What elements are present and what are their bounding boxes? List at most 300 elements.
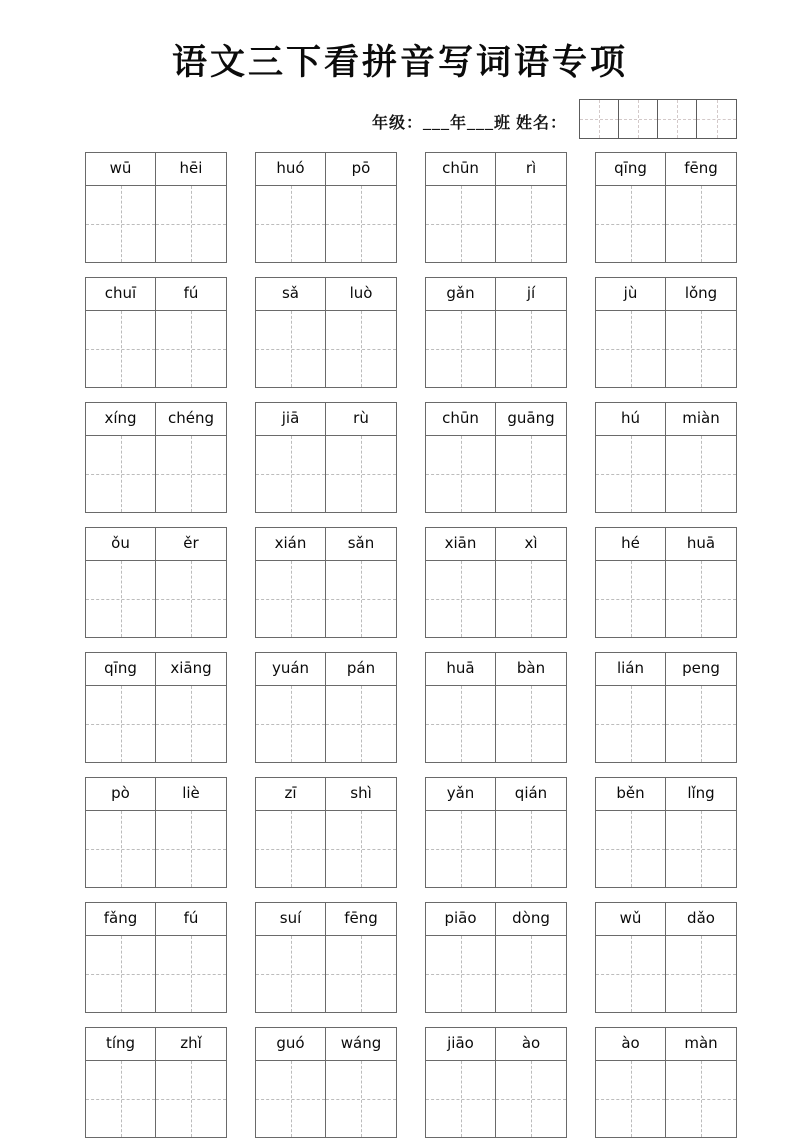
character-writing-cell[interactable] xyxy=(256,436,326,512)
cell-vertical-guide-icon xyxy=(531,186,532,262)
pinyin-row xyxy=(86,153,226,186)
word-group[interactable] xyxy=(255,402,397,513)
character-writing-cell[interactable] xyxy=(326,186,396,262)
character-writing-cell[interactable] xyxy=(666,311,736,387)
writing-row xyxy=(256,811,396,887)
character-writing-cell[interactable] xyxy=(86,436,156,512)
cell-vertical-guide-icon xyxy=(291,686,292,762)
cell-vertical-guide-icon xyxy=(121,936,122,1012)
character-writing-cell[interactable] xyxy=(86,686,156,762)
word-group[interactable] xyxy=(85,527,227,638)
character-writing-cell[interactable] xyxy=(256,686,326,762)
word-group[interactable] xyxy=(85,652,227,763)
word-group[interactable] xyxy=(425,902,567,1013)
writing-row xyxy=(256,186,396,262)
cell-vertical-guide-icon xyxy=(638,100,639,138)
writing-row xyxy=(596,561,736,637)
cell-vertical-guide-icon xyxy=(191,436,192,512)
cell-vertical-guide-icon xyxy=(461,686,462,762)
word-group[interactable] xyxy=(595,652,737,763)
worksheet-row xyxy=(85,902,737,1013)
pinyin-cell: xián xyxy=(256,528,326,560)
character-writing-cell[interactable] xyxy=(426,436,496,512)
writing-row xyxy=(86,1061,226,1137)
character-writing-cell[interactable] xyxy=(156,1061,226,1137)
character-writing-cell[interactable] xyxy=(256,561,326,637)
pinyin-cell: qīng xyxy=(86,653,156,685)
character-writing-cell[interactable] xyxy=(326,936,396,1012)
pinyin-cell: wǔ xyxy=(596,903,666,935)
grade-name-label: 年级：___年___班 姓名： xyxy=(371,114,567,132)
cell-vertical-guide-icon xyxy=(121,186,122,262)
character-writing-cell[interactable] xyxy=(86,936,156,1012)
word-group[interactable] xyxy=(255,902,397,1013)
cell-horizontal-guide-icon xyxy=(326,349,396,350)
writing-row xyxy=(86,311,226,387)
pinyin-cell: qián xyxy=(514,784,548,802)
word-group[interactable] xyxy=(425,402,567,513)
pinyin-cell: chéng xyxy=(167,409,214,427)
pinyin-cell: fēng xyxy=(344,909,378,927)
cell-vertical-guide-icon xyxy=(291,186,292,262)
worksheet-row xyxy=(85,402,737,513)
character-writing-cell[interactable] xyxy=(426,186,496,262)
cell-vertical-guide-icon xyxy=(531,936,532,1012)
character-writing-cell[interactable] xyxy=(596,561,666,637)
cell-horizontal-guide-icon xyxy=(326,724,396,725)
cell-horizontal-guide-icon xyxy=(156,599,226,600)
cell-horizontal-guide-icon xyxy=(326,599,396,600)
pinyin-cell: jiāo xyxy=(426,1028,496,1060)
cell-horizontal-guide-icon xyxy=(580,119,618,120)
pinyin-cell: chūn xyxy=(426,403,496,435)
name-grid-cell[interactable] xyxy=(697,100,736,138)
character-writing-cell[interactable] xyxy=(596,811,666,887)
cell-horizontal-guide-icon xyxy=(256,849,325,850)
writing-row xyxy=(596,936,736,1012)
cell-vertical-guide-icon xyxy=(361,561,362,637)
word-group[interactable] xyxy=(595,777,737,888)
cell-vertical-guide-icon xyxy=(531,811,532,887)
pinyin-cell: xíng xyxy=(86,403,156,435)
cell-vertical-guide-icon xyxy=(461,811,462,887)
character-writing-cell[interactable] xyxy=(86,186,156,262)
cell-vertical-guide-icon xyxy=(677,100,678,138)
worksheet-row xyxy=(85,277,737,388)
word-group[interactable] xyxy=(255,277,397,388)
pinyin-cell: liè xyxy=(182,784,200,802)
character-writing-cell[interactable] xyxy=(496,686,566,762)
word-group[interactable] xyxy=(425,777,567,888)
cell-vertical-guide-icon xyxy=(361,311,362,387)
cell-horizontal-guide-icon xyxy=(496,724,566,725)
cell-horizontal-guide-icon xyxy=(426,474,495,475)
cell-horizontal-guide-icon xyxy=(156,474,226,475)
word-group[interactable] xyxy=(85,777,227,888)
word-group[interactable] xyxy=(85,1027,227,1138)
cell-horizontal-guide-icon xyxy=(256,224,325,225)
character-writing-cell[interactable] xyxy=(426,811,496,887)
word-group[interactable] xyxy=(425,1027,567,1138)
cell-horizontal-guide-icon xyxy=(86,974,155,975)
cell-horizontal-guide-icon xyxy=(666,974,736,975)
cell-vertical-guide-icon xyxy=(631,186,632,262)
cell-horizontal-guide-icon xyxy=(596,974,665,975)
pinyin-row xyxy=(426,278,566,311)
word-group[interactable] xyxy=(425,277,567,388)
character-writing-cell[interactable] xyxy=(156,311,226,387)
cell-horizontal-guide-icon xyxy=(666,349,736,350)
character-writing-cell[interactable] xyxy=(156,936,226,1012)
pinyin-row xyxy=(86,278,226,311)
cell-horizontal-guide-icon xyxy=(619,119,657,120)
cell-horizontal-guide-icon xyxy=(156,724,226,725)
pinyin-row xyxy=(426,653,566,686)
cell-vertical-guide-icon xyxy=(191,186,192,262)
character-writing-cell[interactable] xyxy=(496,311,566,387)
cell-horizontal-guide-icon xyxy=(86,849,155,850)
pinyin-cell: zī xyxy=(256,778,326,810)
pinyin-row xyxy=(596,903,736,936)
cell-horizontal-guide-icon xyxy=(426,599,495,600)
writing-row xyxy=(426,686,566,762)
cell-horizontal-guide-icon xyxy=(596,724,665,725)
pinyin-cell: gǎn xyxy=(426,278,496,310)
student-info-row xyxy=(0,97,800,139)
character-writing-cell[interactable] xyxy=(256,811,326,887)
character-writing-cell[interactable] xyxy=(326,686,396,762)
word-group[interactable] xyxy=(255,777,397,888)
word-group[interactable] xyxy=(425,527,567,638)
character-writing-cell[interactable] xyxy=(326,1061,396,1137)
character-writing-cell[interactable] xyxy=(86,311,156,387)
cell-vertical-guide-icon xyxy=(361,686,362,762)
cell-vertical-guide-icon xyxy=(191,561,192,637)
cell-horizontal-guide-icon xyxy=(666,224,736,225)
cell-vertical-guide-icon xyxy=(461,936,462,1012)
cell-horizontal-guide-icon xyxy=(496,849,566,850)
pinyin-row xyxy=(86,403,226,436)
word-group[interactable] xyxy=(595,277,737,388)
pinyin-cell: xì xyxy=(524,534,538,552)
character-writing-cell[interactable] xyxy=(156,186,226,262)
cell-horizontal-guide-icon xyxy=(596,224,665,225)
pinyin-row xyxy=(596,153,736,186)
worksheet-row xyxy=(85,652,737,763)
pinyin-cell: jí xyxy=(526,284,536,302)
pinyin-row xyxy=(596,1028,736,1061)
writing-row xyxy=(596,811,736,887)
cell-horizontal-guide-icon xyxy=(86,349,155,350)
pinyin-cell: luò xyxy=(349,284,373,302)
writing-row xyxy=(596,436,736,512)
cell-vertical-guide-icon xyxy=(631,811,632,887)
cell-horizontal-guide-icon xyxy=(596,1099,665,1100)
character-writing-cell[interactable] xyxy=(426,311,496,387)
pinyin-cell: fú xyxy=(183,909,199,927)
pinyin-row xyxy=(596,778,736,811)
character-writing-cell[interactable] xyxy=(156,811,226,887)
worksheet-header xyxy=(0,0,800,139)
pinyin-cell: hé xyxy=(596,528,666,560)
cell-horizontal-guide-icon xyxy=(256,599,325,600)
cell-horizontal-guide-icon xyxy=(326,849,396,850)
word-group[interactable] xyxy=(85,152,227,263)
writing-row xyxy=(426,1061,566,1137)
writing-row xyxy=(426,811,566,887)
cell-vertical-guide-icon xyxy=(291,311,292,387)
cell-horizontal-guide-icon xyxy=(156,974,226,975)
cell-horizontal-guide-icon xyxy=(596,849,665,850)
word-group[interactable] xyxy=(595,152,737,263)
writing-row xyxy=(256,311,396,387)
character-writing-cell[interactable] xyxy=(156,436,226,512)
character-writing-cell[interactable] xyxy=(426,936,496,1012)
word-group[interactable] xyxy=(595,402,737,513)
cell-vertical-guide-icon xyxy=(531,436,532,512)
pinyin-cell: sǎ xyxy=(256,278,326,310)
pinyin-row xyxy=(256,903,396,936)
cell-vertical-guide-icon xyxy=(191,811,192,887)
writing-row xyxy=(426,436,566,512)
pinyin-cell: pō xyxy=(351,159,371,177)
cell-horizontal-guide-icon xyxy=(326,974,396,975)
character-writing-cell[interactable] xyxy=(496,561,566,637)
character-writing-cell[interactable] xyxy=(326,311,396,387)
writing-row xyxy=(86,686,226,762)
word-group[interactable] xyxy=(595,1027,737,1138)
pinyin-cell: běn xyxy=(596,778,666,810)
cell-vertical-guide-icon xyxy=(191,936,192,1012)
cell-horizontal-guide-icon xyxy=(426,974,495,975)
pinyin-cell: huā xyxy=(426,653,496,685)
cell-vertical-guide-icon xyxy=(701,1061,702,1137)
cell-horizontal-guide-icon xyxy=(666,474,736,475)
character-writing-cell[interactable] xyxy=(496,186,566,262)
word-group[interactable] xyxy=(85,402,227,513)
character-writing-cell[interactable] xyxy=(496,811,566,887)
character-writing-cell[interactable] xyxy=(596,436,666,512)
word-group[interactable] xyxy=(255,152,397,263)
cell-horizontal-guide-icon xyxy=(256,974,325,975)
cell-horizontal-guide-icon xyxy=(666,599,736,600)
cell-horizontal-guide-icon xyxy=(426,349,495,350)
pinyin-row xyxy=(256,1028,396,1061)
pinyin-row xyxy=(426,903,566,936)
cell-vertical-guide-icon xyxy=(631,436,632,512)
character-writing-cell[interactable] xyxy=(156,561,226,637)
word-group[interactable] xyxy=(595,902,737,1013)
worksheet-row xyxy=(85,1027,737,1138)
pinyin-row xyxy=(256,778,396,811)
pinyin-row xyxy=(86,1028,226,1061)
character-writing-cell[interactable] xyxy=(596,1061,666,1137)
cell-horizontal-guide-icon xyxy=(156,849,226,850)
pinyin-cell: rù xyxy=(353,409,369,427)
pinyin-cell: jù xyxy=(596,278,666,310)
character-writing-cell[interactable] xyxy=(326,811,396,887)
character-writing-cell[interactable] xyxy=(496,1061,566,1137)
pinyin-cell: huā xyxy=(686,534,716,552)
cell-vertical-guide-icon xyxy=(191,686,192,762)
cell-horizontal-guide-icon xyxy=(666,1099,736,1100)
pinyin-row xyxy=(256,278,396,311)
pinyin-cell: yuán xyxy=(256,653,326,685)
character-writing-cell[interactable] xyxy=(426,561,496,637)
cell-horizontal-guide-icon xyxy=(496,349,566,350)
pinyin-cell: ào xyxy=(521,1034,541,1052)
cell-horizontal-guide-icon xyxy=(86,224,155,225)
writing-row xyxy=(86,936,226,1012)
pinyin-cell: xiāng xyxy=(170,659,212,677)
cell-vertical-guide-icon xyxy=(361,436,362,512)
word-group[interactable] xyxy=(85,902,227,1013)
character-writing-cell[interactable] xyxy=(256,1061,326,1137)
pinyin-cell: xiān xyxy=(426,528,496,560)
cell-vertical-guide-icon xyxy=(701,436,702,512)
cell-vertical-guide-icon xyxy=(291,1061,292,1137)
cell-vertical-guide-icon xyxy=(701,936,702,1012)
character-writing-cell[interactable] xyxy=(256,936,326,1012)
pinyin-cell: peng xyxy=(682,659,720,677)
cell-vertical-guide-icon xyxy=(631,311,632,387)
pinyin-row xyxy=(426,778,566,811)
cell-vertical-guide-icon xyxy=(461,311,462,387)
pinyin-row xyxy=(426,1028,566,1061)
cell-vertical-guide-icon xyxy=(461,1061,462,1137)
worksheet-row xyxy=(85,152,737,263)
word-group[interactable] xyxy=(255,1027,397,1138)
word-group[interactable] xyxy=(425,152,567,263)
cell-vertical-guide-icon xyxy=(701,686,702,762)
cell-horizontal-guide-icon xyxy=(426,1099,495,1100)
cell-vertical-guide-icon xyxy=(121,1061,122,1137)
cell-horizontal-guide-icon xyxy=(86,1099,155,1100)
pinyin-cell: ǒu xyxy=(86,528,156,560)
pinyin-cell: ěr xyxy=(183,534,199,552)
cell-vertical-guide-icon xyxy=(461,436,462,512)
cell-vertical-guide-icon xyxy=(121,436,122,512)
character-writing-cell[interactable] xyxy=(426,686,496,762)
pinyin-cell: wáng xyxy=(340,1034,382,1052)
cell-vertical-guide-icon xyxy=(701,186,702,262)
writing-row xyxy=(86,561,226,637)
worksheet-row xyxy=(85,527,737,638)
pinyin-cell: qīng xyxy=(596,153,666,185)
cell-vertical-guide-icon xyxy=(631,936,632,1012)
cell-vertical-guide-icon xyxy=(121,561,122,637)
character-writing-cell[interactable] xyxy=(256,186,326,262)
pinyin-cell: bàn xyxy=(516,659,546,677)
character-writing-cell[interactable] xyxy=(596,686,666,762)
writing-row xyxy=(256,561,396,637)
pinyin-row xyxy=(426,153,566,186)
cell-vertical-guide-icon xyxy=(599,100,600,138)
cell-horizontal-guide-icon xyxy=(326,474,396,475)
pinyin-cell: lián xyxy=(596,653,666,685)
pinyin-cell: yǎn xyxy=(426,778,496,810)
cell-horizontal-guide-icon xyxy=(256,474,325,475)
character-writing-cell[interactable] xyxy=(666,1061,736,1137)
character-writing-cell[interactable] xyxy=(426,1061,496,1137)
character-writing-cell[interactable] xyxy=(86,1061,156,1137)
pinyin-cell: zhǐ xyxy=(180,1034,202,1052)
character-writing-cell[interactable] xyxy=(326,436,396,512)
pinyin-cell: dòng xyxy=(512,909,550,927)
character-writing-cell[interactable] xyxy=(666,436,736,512)
character-writing-cell[interactable] xyxy=(326,561,396,637)
writing-row xyxy=(256,436,396,512)
character-writing-cell[interactable] xyxy=(596,311,666,387)
pinyin-cell: fēng xyxy=(684,159,718,177)
character-writing-cell[interactable] xyxy=(596,186,666,262)
pinyin-row xyxy=(86,653,226,686)
cell-vertical-guide-icon xyxy=(461,186,462,262)
character-writing-cell[interactable] xyxy=(666,186,736,262)
pinyin-row xyxy=(256,153,396,186)
character-writing-cell[interactable] xyxy=(496,436,566,512)
cell-vertical-guide-icon xyxy=(717,100,718,138)
pinyin-cell: hú xyxy=(596,403,666,435)
character-writing-cell[interactable] xyxy=(86,561,156,637)
character-writing-cell[interactable] xyxy=(666,811,736,887)
character-writing-cell[interactable] xyxy=(666,936,736,1012)
cell-vertical-guide-icon xyxy=(361,936,362,1012)
pinyin-row xyxy=(596,403,736,436)
character-writing-cell[interactable] xyxy=(496,936,566,1012)
cell-horizontal-guide-icon xyxy=(326,1099,396,1100)
cell-vertical-guide-icon xyxy=(121,311,122,387)
cell-horizontal-guide-icon xyxy=(156,224,226,225)
cell-horizontal-guide-icon xyxy=(426,224,495,225)
pinyin-row xyxy=(86,778,226,811)
character-writing-cell[interactable] xyxy=(256,311,326,387)
character-writing-cell[interactable] xyxy=(156,686,226,762)
character-writing-cell[interactable] xyxy=(596,936,666,1012)
pinyin-cell: chuī xyxy=(86,278,156,310)
pinyin-cell: pò xyxy=(86,778,156,810)
pinyin-row xyxy=(426,403,566,436)
cell-horizontal-guide-icon xyxy=(256,1099,325,1100)
cell-horizontal-guide-icon xyxy=(697,119,736,120)
character-writing-cell[interactable] xyxy=(666,686,736,762)
pinyin-cell: suí xyxy=(256,903,326,935)
writing-row xyxy=(256,936,396,1012)
cell-horizontal-guide-icon xyxy=(496,1099,566,1100)
writing-row xyxy=(256,686,396,762)
word-group[interactable] xyxy=(255,652,397,763)
pinyin-cell: tíng xyxy=(86,1028,156,1060)
name-grid-cell[interactable] xyxy=(619,100,658,138)
word-group[interactable] xyxy=(85,277,227,388)
cell-vertical-guide-icon xyxy=(291,811,292,887)
pinyin-cell: jiā xyxy=(256,403,326,435)
name-grid-cell[interactable] xyxy=(658,100,697,138)
character-writing-cell[interactable] xyxy=(666,561,736,637)
word-group[interactable] xyxy=(595,527,737,638)
word-group[interactable] xyxy=(255,527,397,638)
character-writing-cell[interactable] xyxy=(86,811,156,887)
pinyin-cell: fǎng xyxy=(86,903,156,935)
cell-vertical-guide-icon xyxy=(361,1061,362,1137)
name-grid-cell[interactable] xyxy=(580,100,619,138)
name-entry-grid[interactable] xyxy=(579,99,737,139)
word-group[interactable] xyxy=(425,652,567,763)
cell-vertical-guide-icon xyxy=(631,1061,632,1137)
cell-vertical-guide-icon xyxy=(291,436,292,512)
pinyin-row xyxy=(256,403,396,436)
writing-row xyxy=(596,186,736,262)
